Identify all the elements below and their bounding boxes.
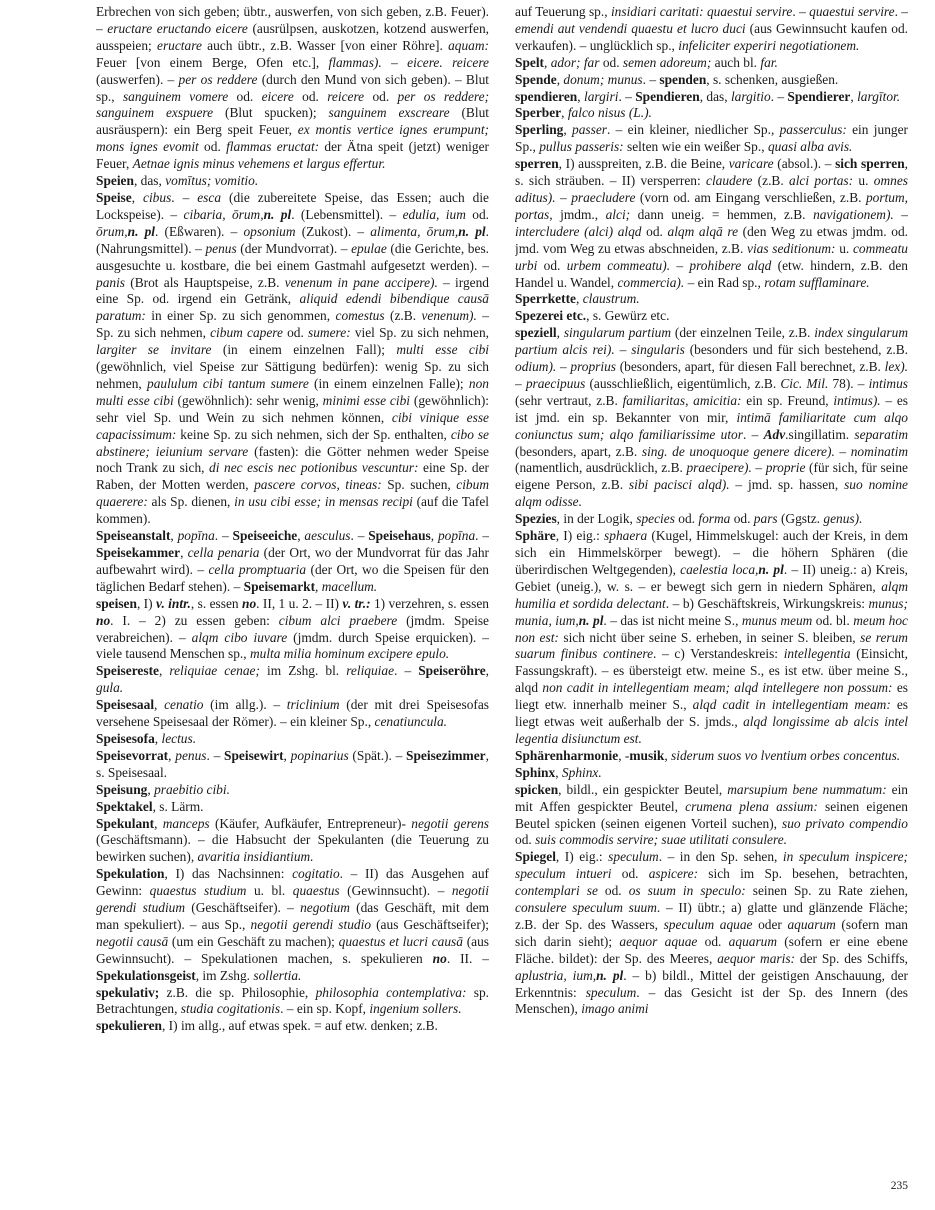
dictionary-entry: sperren, I) ausspreiten, z.B. die Beine, varicare (absol.). – sich sperren, s. sich sträuben. – II) versperren: claudere (z.B. alci portas: u. omnes aditus). – praecludere (vorn od. am Eingang verschließen, z.B. portum, portas, jmdm., alci; dann uneig. = hemmen, z.B. navigationem). – intercludere (alci) alqd od. alqm alqā re (den Weg zu etwas jmdm. od. jmd. vom Weg zu etwas abschneiden, z.B. vias seditionum: u. commeatu urbi od. urbem commeatu). – prohibere alqd (etw. hindern, z.B. den Handel u. Wandel, commercia). – ein Rad sp., rotam sufflaminare. <box>515 156 908 290</box>
dictionary-entry: spekulativ; z.B. die sp. Philosophie, philosophia contemplativa: sp. Betrachtungen, studia cogitationis. – ein sp. Kopf, ingenium sollers. <box>96 984 489 1017</box>
dictionary-entry: spekulieren, I) im allg., auf etwas spek. = auf etw. denken; z.B. <box>96 1018 438 1034</box>
dictionary-entry: Sperrkette, claustrum. <box>515 291 640 307</box>
dictionary-entry: auf Teuerung sp., insidiari caritati: quaestui servire. – quaestui servire. – emendi aut vendendi quaestu et lucro duci (aus Gewinnsucht kaufen od. verkaufen). – unglücklich sp., infeliciter experiri negotiationem. <box>515 4 908 53</box>
dictionary-entry: Speien, das, vomītus; vomitio. <box>96 173 259 189</box>
dictionary-entry: Spende, donum; munus. – spenden, s. schenken, ausgießen. <box>515 71 839 87</box>
dictionary-entry: Speisereste, reliquiae cenae; im Zshg. bl. reliquiae. – Speiseröhre, gula. <box>96 663 489 696</box>
dictionary-entry: Speise, cibus. – esca (die zubereitete Speise, das Essen; auch die Lockspeise). – cibaria, ōrum,n. pl. (Lebensmittel). – edulia, ium od. ōrum,n. pl. (Eßwaren). – opsonium (Zukost). – alimenta, ōrum,n. pl. (Nahrungsmittel). – penus (der Mundvorrat). – epulae (die Gerichte, bes. ausgesuchte u. kostbare, die bei einem Gastmahl aufgesetzt werden). – panis (Brot als Hauptspeise, z.B. venenum in pane accipere). – irgend eine Sp. od. irgend ein Getränk, aliquid edendi bibendique causā paratum: in einer Sp. zu sich genommen, comestus (z.B. venenum). – Sp. zu sich nehmen, cibum capere od. sumere: viel Sp. zu sich nehmen, largiter se invitare (in einem einzelnen Fall); multi esse cibi (gewöhnlich, viel Speise zur Sättigung bedürfen): wenig Sp. zu sich nehmen, paululum cibi tantum sumere (in einem einzelnen Falle); non multi esse cibi (gewöhnlich): sehr wenig, minimi esse cibi (gewöhnlich): sehr viel Sp. und Wein zu sich nehmen können, cibi vinique esse capacissimum: keine Sp. zu sich nehmen, sich der Sp. enthalten, cibo se abstinere; ieiunium servare (fasten): die Götter nehmen weder Speise noch Trank zu sich, di nec escis nec potionibus vescuntur: eine Sp. der Raben, der Motten werden, pascere corvos, tineas: Sp. suchen, cibum quaerere: als Sp. dienen, in usu cibi esse; in mensas recipi (auf die Tafel kommen). <box>96 189 489 527</box>
dictionary-entry: Sphäre, I) eig.: sphaera (Kugel, Himmelskugel: auch der Kreis, in dem sich ein Himmelskörper bewegt). – die höhern Sphären (die überirdischen Weltgegenden), caelestia loca,n. pl. – II) uneig.: a) Kreis, Gebiet (uneig.), w. s. – er bewegt sich gern in niedern Sphären, alqm humilia et sordida delectant. – b) Geschäftskreis, Wirkungskreis: munus; munia, ium,n. pl. – das ist nicht meine S., munus meum od. bl. meum hoc non est: sich nicht über seine S. erheben, in seiner S. bleiben, se rerum suarum finibus continere. – c) Verstandeskreis: intellegentia (Einsicht, Fassungskraft). – es übersteigt etw. meine S., es ist etw. über meine S., alqd non cadit in intellegentiam meam; alqd intellegere non possum: es liegt etw. innerhalb meiner S., alqd cadit in intellegentiam meam: es liegt etwas weit außerhalb der S. jmds., alqd longissime ab alcis intel legentia disiunctum est. <box>515 528 908 746</box>
dictionary-entry: Spelt, ador; far od. semen adoreum; auch bl. far. <box>515 54 778 70</box>
dictionary-entry: Speiseanstalt, popīna. – Speiseeiche, aesculus. – Speisehaus, popīna. – Speisekammer, cella penaria (der Ort, wo der Mundvorrat für das Jahr aufbewahrt wird). – cella promptuaria (der Ort, wo die Speisen für den täglichen Bedarf stehen). – Speisemarkt, macellum. <box>96 528 489 594</box>
dictionary-entry: Spiegel, I) eig.: speculum. – in den Sp. sehen, in speculum inspicere; speculum intueri od. aspicere: sich im Sp. besehen, betrachten, contemplari se od. os suum in speculo: seinen Sp. zu Rate ziehen, consulere speculum suum. – II) übtr.; a) glatte und glänzende Fläche; z.B. der Sp. des Wassers, speculum aquae oder aquarum (sofern man sich darin sieht); aequor aquae od. aquarum (sofern er eine ebene Fläche. bildet): der Sp. des Meeres, aequor maris: der Sp. des Schiffs, aplustria, ium,n. pl. – b) bildl., Mittel der geistigen Anschauung, der Erkenntnis: speculum. – das Gesicht ist der Sp. des Innern (des Menschen), imago animi <box>515 849 908 1017</box>
dictionary-entry: speziell, singularum partium (der einzelnen Teile, z.B. index singularum partium alcis rei). – singularis (besonders und für sich bestehend, z.B. odium). – proprius (besonders, apart, für diesen Fall berechnet, z.B. lex). – praecipuus (ausschließlich, eigentümlich, z.B. Cic. Mil. 78). – intimus (sehr vertraut, z.B. familiaritas, amicitia: ein sp. Freund, intimus). – es ist jmd. ein sp. Bekannter von mir, intimā familiaritate cum alqo coniunctus sum; alqo familiarissime utor. – Adv.singillatim. separatim (besonders, apart, z.B. sing. de unoquoque genere dicere). – nominatim (namentlich, ausdrücklich, z.B. praecipere). – proprie (für sich, für seine eigene Person, z.B. sibi pacisci alqd). – jmd. sp. hassen, suo nomine alqm odisse. <box>515 325 908 510</box>
dictionary-entry: Spezies, in der Logik, species od. forma od. pars (Ggstz. genus). <box>515 511 863 527</box>
dictionary-entry: Speisesaal, cenatio (im allg.). – triclinium (der mit drei Speisesofas versehene Speisesaal der Römer). – ein kleiner Sp., cenatiuncula. <box>96 697 489 730</box>
dictionary-entry: Erbrechen von sich geben; übtr., auswerfen, von sich geben, z.B. Feuer). – eructare eructando eicere (ausrülpsen, auskotzen, kotzend auswerfen, ausspeien; eructare auch übtr., z.B. Wasser [von einer Röhre]. aquam: Feuer [von einem Berge, Ofen etc.], flammas). – eicere. reicere (auswerfen). – per os reddere (durch den Mund von sich geben). – Blut sp., sanguinem vomere od. eicere od. reicere od. per os reddere; sanguinem exspuere (Blut spucken); sanguinem exscreare (Blut ausräuspern): ein Berg speit Feuer, ex montis vertice ignes erumpunt; mons ignes evomit od. flammas eructat: der Ätna speit (jetzt) weniger Feuer, Aetnae ignis minus vehemens et largus effertur. <box>96 4 489 172</box>
dictionary-entry: spicken, bildl., ein gespickter Beutel, marsupium bene nummatum: ein mit Affen gespickter Beutel, crumena plena assium: seinen eigenen Beutel spicken (seinen eigenen Vorteil suchen), suo privato compendio od. suis commodis servire; suae utilitati consulere. <box>515 781 908 848</box>
dictionary-entry: Sphinx, Sphinx. <box>515 764 602 780</box>
left-column <box>96 4 489 1180</box>
dictionary-entry: spendieren, largiri. – Spendieren, das, largitio. – Spendierer, largītor. <box>515 88 901 104</box>
dictionary-entry: Sperling, passer. – ein kleiner, niedlicher Sp., passerculus: ein junger Sp., pullus passeris: selten wie ein weißer Sp., quasi alba avis. <box>515 122 908 155</box>
dictionary-entry: Sphärenharmonie, -musik, siderum suos vo lventium orbes concentus. <box>515 747 901 763</box>
dictionary-page <box>96 4 908 1180</box>
dictionary-entry: speisen, I) v. intr., s. essen no. II, 1 u. 2. – II) v. tr.: 1) verzehren, s. essen no. I. – 2) zu essen geben: cibum alci praebere (jmdm. Speise verabreichen). – alqm cibo iuvare (jmdm. durch Speise erquicken). – viele tausend Menschen sp., multa milia hominum excipere epulo. <box>96 595 489 662</box>
dictionary-entry: Spekulant, manceps (Käufer, Aufkäufer, Entrepreneur)- negotii gerens (Geschäftsmann). – die Habsucht der Spekulanten (die Teuerung zu bewirken suchen), avaritia insidiantium. <box>96 815 489 865</box>
right-column <box>515 4 908 1180</box>
dictionary-entry: Speisung, praebitio cibi. <box>96 781 230 797</box>
dictionary-entry: Spektakel, s. Lärm. <box>96 798 204 814</box>
dictionary-entry: Spekulation, I) das Nachsinnen: cogitatio. – II) das Ausgehen auf Gewinn: quaestus studium u. bl. quaestus (Gewinnsucht). – negotii gerendi studium (Geschäftseifer). – negotium (das Geschäft, mit dem man spekuliert). – aus Sp., negotii gerendi studio (aus Geschäftseifer); negotii causā (um ein Geschäft zu machen); quaestus et lucri causā (aus Gewinnsucht). – Spekulationen machen, s. spekulieren no. II. – Spekulationsgeist, im Zshg. sollertia. <box>96 866 489 983</box>
dictionary-entry: Sperber, falco nisus (L.). <box>515 105 652 121</box>
page-number: 235 <box>890 1180 908 1192</box>
dictionary-entry: Speisesofa, lectus. <box>96 730 197 746</box>
dictionary-entry: Speisevorrat, penus. – Speisewirt, popinarius (Spät.). – Speisezimmer, s. Speisesaal. <box>96 747 489 780</box>
dictionary-entry: Spezerei etc., s. Gewürz etc. <box>515 308 670 324</box>
